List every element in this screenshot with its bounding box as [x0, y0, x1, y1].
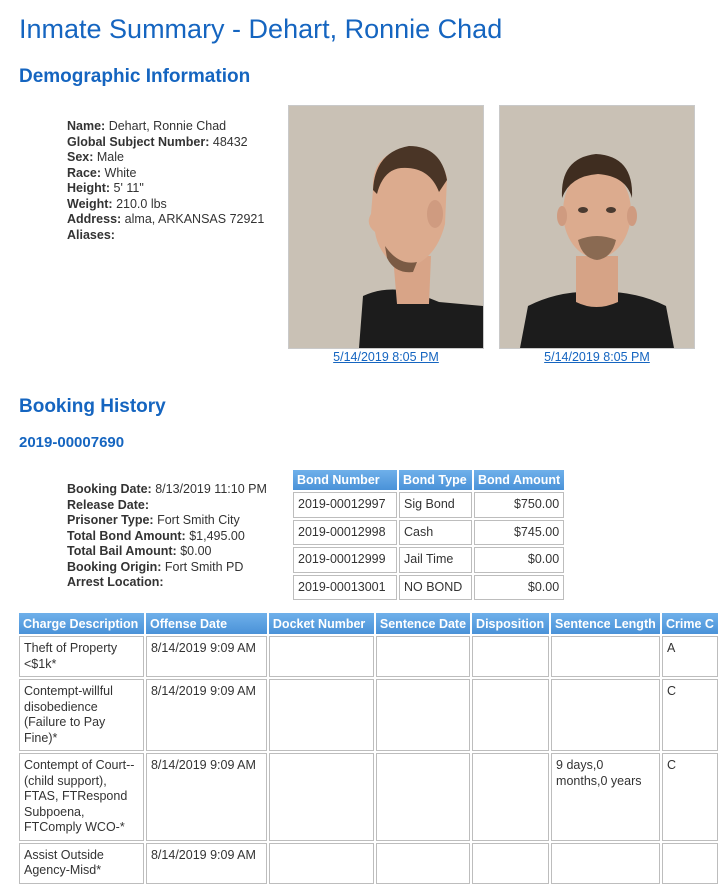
table-row — [19, 679, 718, 751]
table-row — [293, 492, 564, 518]
race-field: Race: White — [67, 165, 137, 180]
sex-field: Sex: Male — [67, 150, 124, 164]
docket-number-cell — [269, 636, 374, 677]
total-bail-amount-field: Total Bail Amount: $0.00 — [67, 544, 212, 558]
table-row — [293, 547, 564, 573]
table-row — [293, 520, 564, 546]
sentence-date-header: Sentence Date — [376, 613, 470, 634]
crime-class-cell: C — [662, 753, 718, 841]
bond-type-cell: NO BOND — [399, 575, 472, 601]
offense-date-cell: 8/14/2019 9:09 AM — [146, 636, 267, 677]
weight-field: Weight: 210.0 lbs — [67, 196, 167, 211]
mugshot-profile — [288, 105, 484, 364]
sentence-date-cell — [376, 679, 470, 751]
demographic-fields — [67, 119, 264, 243]
bond-table — [291, 468, 566, 602]
offense-date-header: Offense Date — [146, 613, 267, 634]
page-title: Inmate Summary - Dehart, Ronnie Chad — [19, 14, 503, 44]
booking-origin-field: Booking Origin: Fort Smith PD — [67, 559, 244, 574]
bond-number-cell: 2019-00013001 — [293, 575, 397, 601]
booking-history-heading: Booking History — [19, 396, 166, 417]
sentence-length-cell: 9 days,0 months,0 years — [551, 753, 660, 841]
offense-date-cell: 8/14/2019 9:09 AM — [146, 679, 267, 751]
disposition-cell — [472, 636, 549, 677]
address-field: Address: alma, ARKANSAS 72921 — [67, 212, 265, 226]
bond-amount-cell: $0.00 — [474, 547, 564, 573]
bond-amount-cell: $745.00 — [474, 520, 564, 546]
sentence-date-cell — [376, 636, 470, 677]
release-date-field: Release Date: — [67, 497, 149, 512]
mugshot-front-image[interactable] — [499, 105, 695, 349]
crime-class-cell: C — [662, 679, 718, 751]
docket-number-cell — [269, 843, 374, 884]
name-field: Name: Dehart, Ronnie Chad — [67, 119, 227, 133]
table-row — [19, 636, 718, 677]
bond-amount-cell: $750.00 — [474, 492, 564, 518]
docket-number-cell — [269, 679, 374, 751]
booking-number-link[interactable]: 2019-00007690 — [19, 434, 125, 451]
bond-number-cell: 2019-00012998 — [293, 520, 397, 546]
mugshot-front — [499, 105, 695, 364]
table-row — [19, 753, 718, 841]
docket-number-header: Docket Number — [269, 613, 374, 634]
crime-class-cell: A — [662, 636, 718, 677]
table-row — [293, 575, 564, 601]
disposition-cell — [472, 679, 549, 751]
arrest-location-field: Arrest Location: — [67, 575, 164, 589]
height-field: Height: 5' 11" — [67, 181, 144, 195]
mugshot-profile-date-link[interactable]: 5/14/2019 8:05 PM — [333, 350, 439, 364]
bond-type-cell: Jail Time — [399, 547, 472, 573]
charge-description-cell: Contempt-willful disobedience (Failure to Pay Fine)* — [19, 679, 144, 751]
mugshot-profile-image[interactable] — [288, 105, 484, 349]
disposition-header: Disposition — [472, 613, 549, 634]
total-bond-amount-field: Total Bond Amount: $1,495.00 — [67, 528, 245, 543]
crime-class-header: Crime C — [662, 613, 718, 634]
charge-description-cell: Assist Outside Agency-Misd* — [19, 843, 144, 884]
sentence-length-cell — [551, 679, 660, 751]
disposition-cell — [472, 843, 549, 884]
booking-fields — [67, 482, 267, 591]
bond-number-cell: 2019-00012999 — [293, 547, 397, 573]
charge-description-header: Charge Description — [19, 613, 144, 634]
bond-number-header: Bond Number — [293, 470, 397, 490]
bond-type-cell: Cash — [399, 520, 472, 546]
bond-type-cell: Sig Bond — [399, 492, 472, 518]
mugshot-front-date-link[interactable]: 5/14/2019 8:05 PM — [544, 350, 650, 364]
bond-amount-cell: $0.00 — [474, 575, 564, 601]
docket-number-cell — [269, 753, 374, 841]
sentence-date-cell — [376, 843, 470, 884]
global-subject-number-field: Global Subject Number: 48432 — [67, 134, 248, 149]
aliases-field: Aliases: — [67, 227, 115, 242]
charges-header-row — [19, 613, 718, 634]
sentence-length-cell — [551, 636, 660, 677]
bond-amount-header: Bond Amount — [474, 470, 564, 490]
prisoner-type-field: Prisoner Type: Fort Smith City — [67, 513, 240, 527]
table-row — [19, 843, 718, 884]
sentence-length-cell — [551, 843, 660, 884]
booking-date-field: Booking Date: 8/13/2019 11:10 PM — [67, 482, 267, 496]
sentence-length-header: Sentence Length — [551, 613, 660, 634]
charges-table — [17, 611, 720, 886]
disposition-cell — [472, 753, 549, 841]
charge-description-cell: Contempt of Court--(child support), FTAS, FTRespond Subpoena, FTComply WCO-* — [19, 753, 144, 841]
demographic-heading: Demographic Information — [19, 66, 251, 87]
offense-date-cell: 8/14/2019 9:09 AM — [146, 843, 267, 884]
crime-class-cell — [662, 843, 718, 884]
bond-table-header-row — [293, 470, 564, 490]
bond-number-cell: 2019-00012997 — [293, 492, 397, 518]
offense-date-cell: 8/14/2019 9:09 AM — [146, 753, 267, 841]
charge-description-cell: Theft of Property <$1k* — [19, 636, 144, 677]
bond-type-header: Bond Type — [399, 470, 472, 490]
sentence-date-cell — [376, 753, 470, 841]
